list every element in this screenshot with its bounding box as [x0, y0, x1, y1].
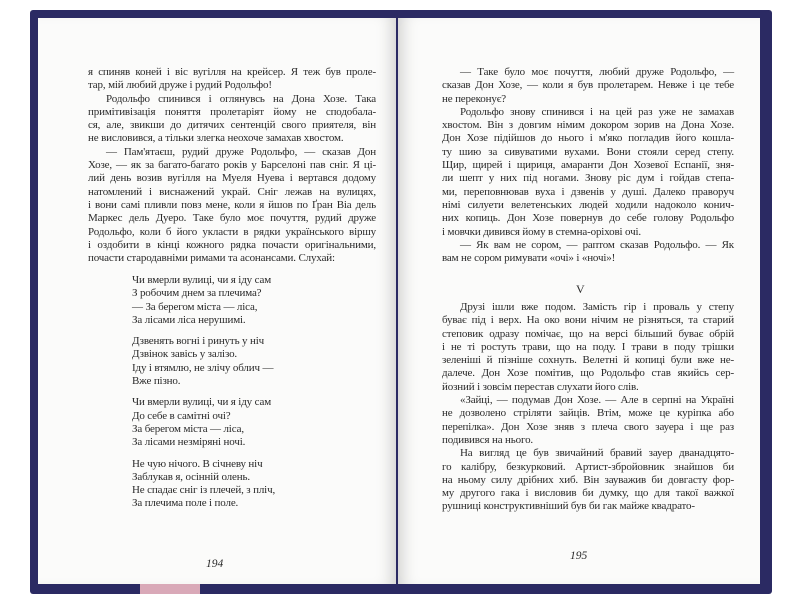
right-page	[398, 18, 760, 584]
text-line: і вони самі пливли повз мене, коли я йшов по Ґран Віа дель	[88, 198, 376, 211]
text-line: Дон Хозе підійшов до нього і м'яко погладив його кошла-	[442, 132, 734, 145]
paragraph	[442, 394, 734, 447]
poem-line: З робочим днем за плечима?	[132, 287, 262, 300]
text-line: На вигляд це був звичайний бравий зауер дванадцято-	[460, 447, 734, 460]
right-page-text-top	[442, 66, 734, 265]
text-line: йозний і зовсім перестав слухати його слів.	[442, 380, 639, 393]
text-line: я спиняв коней і віс вугілля на крейсер. Я теж був проле-	[88, 66, 376, 78]
chapter-heading: V	[576, 282, 585, 296]
poem-line: За лісами ліса нерушимі.	[132, 313, 246, 326]
text-line: — Таке було моє почуття, любий друже Родольфо, —	[460, 66, 734, 78]
poem-line: До себе в самітні очі?	[132, 409, 231, 422]
poem-line: Дзвенять вогні і ринуть у ніч	[132, 335, 265, 348]
text-line: і оздобити в кінці кожного рядка почасти оригінальними,	[88, 238, 376, 251]
text-line: Родольфо, коли б його укласти в рядки українського віршу	[88, 225, 376, 238]
text-line: — Пам'ятаєш, рудий друже Родольфо, — сказав Дон	[106, 145, 376, 158]
text-line: подивився на нього.	[442, 433, 534, 446]
text-line: ми, переповнював вуха і дзвенів у душі. Далеко праворуч	[442, 185, 734, 198]
poem-line: Не чую нічого. В січневу ніч	[132, 457, 263, 470]
text-line: зеленіші й пізніше сохнуть. Велетні й копиці були вже не-	[442, 354, 734, 367]
paragraph	[442, 66, 734, 106]
page-number-left: 194	[206, 558, 224, 570]
text-line: — Як вам не сором, — раптом сказав Родольфо. — Як	[460, 238, 734, 251]
text-line: німі силуети велетенських людей ходили надоколо конич-	[442, 198, 734, 211]
poem-line: Чи вмерли вулиці, чи я іду сам	[132, 274, 272, 286]
paragraph	[442, 239, 734, 266]
text-line: го калібру, безкурковий. Артист-збройовник знайшов би	[442, 460, 734, 473]
text-line: примітивізація поняття пролетаріят йому не сподобала-	[88, 105, 376, 118]
poem-line: Чи вмерли вулиці, чи я іду сам	[132, 396, 272, 409]
paragraph	[442, 447, 734, 513]
text-line: на ньому силу дрібних хиб. Він зауважив би довгасту фор-	[442, 473, 734, 486]
text-line: не переконує?	[442, 92, 506, 105]
stanza	[132, 396, 362, 449]
paragraph	[442, 106, 734, 239]
text-line: хвостом. Він з довгим німим докором зорив на Дона Хозе.	[442, 119, 734, 132]
paragraph	[88, 66, 376, 93]
poem-line: Не спадає сніг із плечей, з пліч,	[132, 484, 276, 497]
poem-line: Вже пізно.	[132, 375, 181, 388]
paragraph	[442, 301, 734, 394]
text-line: не висловився, а тільки злегка неохоче замахав хвостом.	[88, 132, 344, 145]
text-line: не дозволено стріляти зайців. Втім, може це куріпка або	[442, 407, 734, 420]
text-line: ся, але, звикши до дитячих сентенцій свого приятеля, він	[88, 119, 376, 132]
text-line: буває під і верх. На око вони нічим не різняться, та старий	[442, 314, 734, 327]
right-page-text-bottom	[442, 301, 734, 514]
paragraph	[88, 93, 376, 146]
text-line: степовик одразу помічає, що на версі більший буває обрій	[442, 327, 734, 340]
poem-line: За берегом міста — ліса,	[132, 422, 244, 435]
stanza	[132, 274, 362, 327]
poem-line: — За берегом міста — ліса,	[132, 300, 258, 313]
poem-line: За лісами незміряні ночі.	[132, 436, 246, 449]
text-line: рушниці конструктивніший був би гак майже квадрато-	[442, 500, 695, 513]
poem-line: Іду і втямлю, не злічу облич —	[132, 361, 274, 374]
text-line: Родольфо знову спинився і на цей раз уже не замахав	[460, 105, 734, 118]
left-page-text	[88, 66, 376, 265]
text-line: вам не сором римувати «очі» і «ночі»!	[442, 252, 616, 265]
page-number-right: 195	[570, 550, 588, 562]
paragraph	[88, 146, 376, 266]
text-line: ту шию за сивуватими вухами. Вони стояли серед степу.	[442, 145, 734, 158]
text-line: перепілка». Дон Хозе зняв з плеча свого зауера і ще раз	[442, 420, 734, 433]
poem	[132, 274, 362, 519]
text-line: му другого гака і висловив би думку, що для такої важкої	[442, 487, 734, 500]
text-line: Родольфо спинився і оглянувсь на Дона Хозе. Така	[106, 92, 376, 105]
left-page	[38, 18, 396, 584]
text-line: них копиць. Дон Хозе повернув до себе голову Родольфо	[442, 212, 734, 225]
text-line: сказав Дон Хозе, — коли я був пролетарем. Невже і це тебе	[442, 79, 734, 92]
text-line: лий день возив вугілля на Муеля Нуева і вертався додому	[88, 172, 376, 185]
stanza	[132, 335, 362, 388]
text-line: Маркес дель Дуеро. Таке було моє почуття, рудий друже	[88, 212, 376, 225]
text-line: натомлений і виснажений украй. Сніг лежав на вулицях,	[88, 185, 376, 198]
text-line: Щир, щирей і щириця, амаранти Дон Хозевої Еспанії, зня-	[442, 159, 734, 172]
text-line: Хозе, — як за багато-багато років у Барселоні пав сніг. Я ці-	[88, 159, 376, 172]
poem-line: Заблукав я, осінній олень.	[132, 470, 250, 483]
text-line: Друзі ішли вже подом. Замість гір і проваль у степу	[460, 301, 734, 313]
poem-line: Дзвінок завісь у залізо.	[132, 348, 238, 361]
text-line: тар, мій любий друже і рудий Родольфо!	[88, 79, 272, 92]
text-line: почасти стародавніми римами та асонансами. Слухай:	[88, 252, 335, 265]
text-line: і мовчки дивився йому в стемна-оріхові очі.	[442, 225, 641, 238]
text-line: ли шепт у них під ногами. Знову ріс дум і гойдав степа-	[442, 172, 734, 185]
poem-line: За плечима поле і поле.	[132, 497, 239, 510]
text-line: далече. Дон Хозе помітив, що Родольфо став якийсь сер-	[442, 367, 734, 380]
text-line: і не ті ростуть трави, що на поду. І трави в поду трішки	[442, 340, 734, 353]
text-line: «Зайці, — подумав Дон Хозе. — Але в серпні на Україні	[460, 394, 734, 407]
stanza	[132, 458, 362, 511]
